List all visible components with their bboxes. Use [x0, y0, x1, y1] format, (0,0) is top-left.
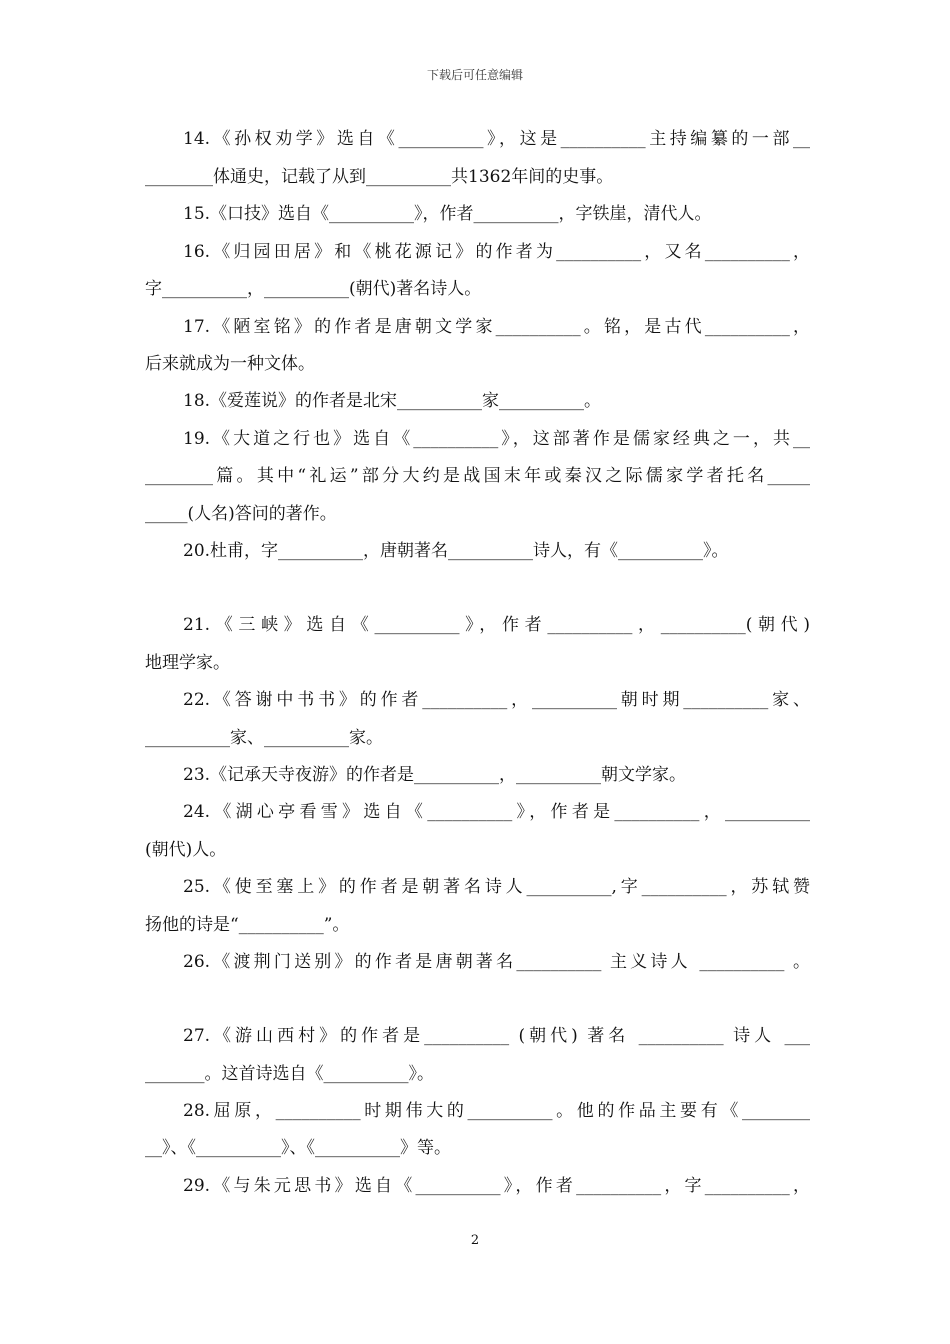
question-16-line-2: 字__________，__________(朝代)著名诗人。 [145, 279, 482, 299]
question-28-line-1: 28.屈原，__________时期伟大的__________。他的作品主要有《________ [183, 1101, 810, 1121]
question-27-line-1: 27.《游山西村》的作者是__________ (朝代) 著名 __________ 诗人 ___ [183, 1026, 810, 1046]
page-header: 下载后可任意编辑 [426, 68, 523, 82]
question-19-line-3: _____(人名)答问的著作。 [145, 504, 337, 524]
question-22-line-2: __________家、__________家。 [145, 728, 383, 748]
question-28-line-2: __》、《__________》、《__________》等。 [145, 1138, 451, 1158]
question-26: 26.《渡荆门送别》的作者是唐朝著名__________ 主义诗人 __________ 。 [183, 952, 810, 972]
question-24-line-1: 24.《湖心亭看雪》选自《__________》，作者是__________，__________ [183, 802, 810, 822]
question-14-line-1: 14.《孙权劝学》选自《__________》，这是__________主持编纂的一部__ [183, 129, 810, 149]
question-21-line-2: 地理学家。 [145, 653, 230, 673]
question-21-line-1: 21.《三峡》选自《__________》，作者__________，__________(朝代) [183, 615, 810, 635]
question-17-line-2: 后来就成为一种文体。 [145, 354, 315, 374]
page-number: 2 [470, 1233, 480, 1248]
question-15: 15.《口技》选自《__________》，作者__________，字铁崖，清代人。 [183, 204, 712, 224]
question-22-line-1: 22.《答谢中书书》的作者__________，__________朝时期__________家、 [183, 690, 810, 710]
question-29: 29.《与朱元思书》选自《__________》，作者__________，字__________， [183, 1176, 810, 1196]
question-14-line-2: ________体通史，记载了从到__________共1362年间的史事。 [145, 167, 614, 187]
question-19-line-1: 19.《大道之行也》选自《__________》，这部著作是儒家经典之一，共__ [183, 429, 810, 449]
question-24-line-2: (朝代)人。 [145, 840, 227, 860]
question-23: 23.《记承天寺夜游》的作者是__________，__________朝文学家。 [183, 765, 687, 785]
question-19-line-2: ________篇。其中“礼运”部分大约是战国末年或秦汉之际儒家学者托名_____ [145, 466, 810, 486]
question-18: 18.《爱莲说》的作者是北宋__________家__________。 [183, 391, 602, 411]
question-17-line-1: 17.《陋室铭》的作者是唐朝文学家__________。铭，是古代__________， [183, 317, 810, 337]
question-25-line-1: 25.《使至塞上》的作者是朝著名诗人__________,字__________，苏轼赞 [183, 877, 810, 897]
question-25-line-2: 扬他的诗是“__________”。 [145, 915, 350, 935]
question-16-line-1: 16.《归园田居》和《桃花源记》的作者为__________，又名__________， [183, 242, 810, 262]
question-20: 20.杜甫，字__________，唐朝著名__________诗人，有《__________》。 [183, 541, 729, 561]
question-27-line-2: _______。这首诗选自《__________》。 [145, 1064, 434, 1084]
